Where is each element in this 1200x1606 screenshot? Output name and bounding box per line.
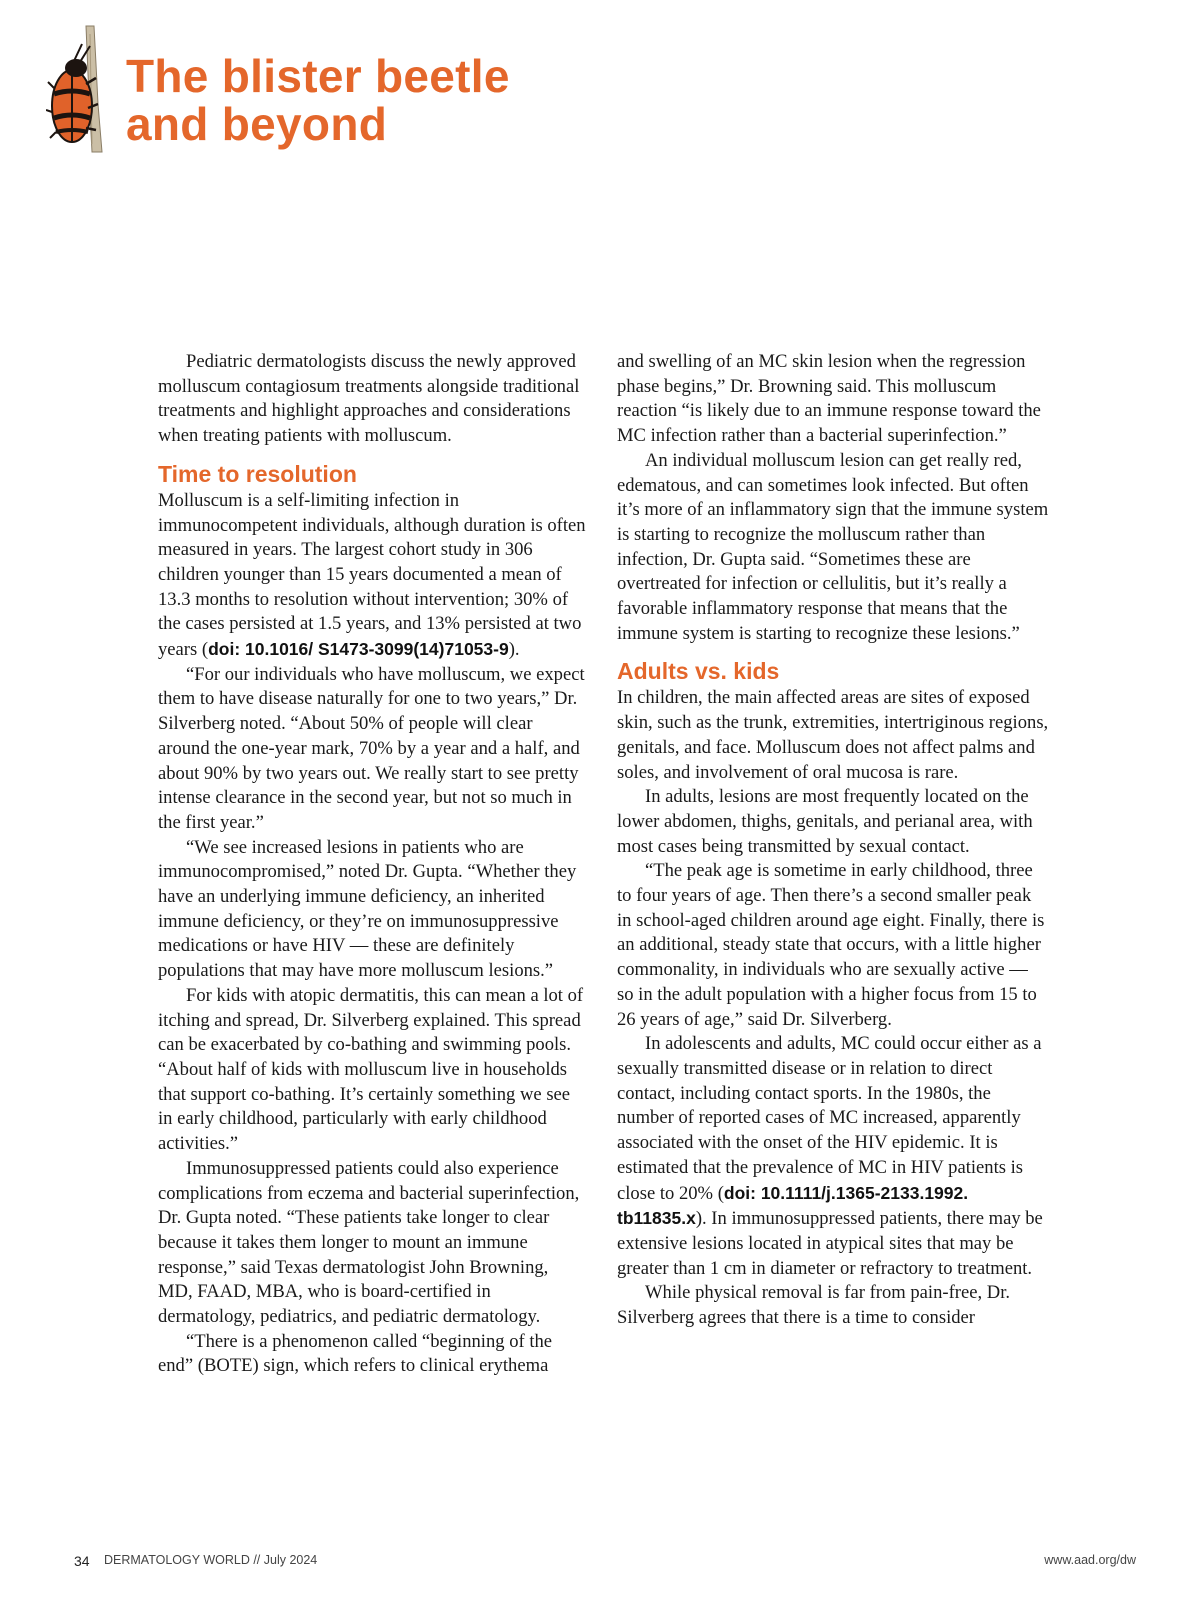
publication-info: DERMATOLOGY WORLD // July 2024	[104, 1553, 318, 1567]
paragraph-text: Molluscum is a self-limiting infection in immunocompetent individuals, although duration is often measured in years. The largest cohort study in 306 children younger than 15 years documented a mean of 13.3 months to resolution without intervention; 30% of the cases persisted at 1.5 years, and 13% persisted at two years (	[158, 489, 586, 661]
page-footer	[0, 1553, 1200, 1577]
body-paragraph: While physical removal is far from pain-free, Dr. Silverberg agrees that there is a time to consider	[617, 1282, 1011, 1329]
website-url: www.aad.org/dw	[1044, 1553, 1136, 1567]
body-paragraph: Immunosuppressed patients could also experience complications from eczema and bacterial superinfection, Dr. Gupta noted. “These patients take longer to clear because it takes them longer to mount an immune response,” said Texas dermatologist John Browning, MD, FAAD, MBA, who is board-certified in dermatology, pediatrics, and pediatric dermatology.	[158, 1157, 580, 1328]
page-number: 34	[74, 1553, 90, 1569]
body-paragraph: In adults, lesions are most frequently located on the lower abdomen, thighs, genitals, and perianal area, with most cases being transmitted by sexual contact.	[617, 786, 1033, 857]
section-heading-adults-vs-kids: Adults vs. kids	[617, 658, 780, 685]
paragraph-text: ).	[508, 639, 520, 661]
blister-beetle-illustration	[46, 24, 114, 156]
body-paragraph	[158, 489, 586, 663]
body-paragraph: An individual molluscum lesion can get really red, edematous, and can sometimes look infected. But often it’s more of an inflammatory sign that the immune system is starting to recognize the molluscum rather than infection, Dr. Gupta said. “Sometimes these are overtreated for infection or cellulitis, but it’s really a favorable inflammatory response that means that the immune system is starting to recognize these lesions.”	[617, 449, 1049, 644]
headline-line-2: and beyond	[126, 98, 388, 150]
intro-paragraph: Pediatric dermatologists discuss the newly approved molluscum contagiosum treatments alongside traditional treatments and highlight approaches and considerations when treating patients with molluscum.	[158, 351, 580, 447]
section-heading-time-to-resolution: Time to resolution	[158, 460, 357, 487]
body-paragraph: In children, the main affected areas are sites of exposed skin, such as the trunk, extremities, intertriginous regions, genitals, and face. Molluscum does not affect palms and soles, and involvement of oral mucosa is rare.	[617, 687, 1049, 783]
doi-reference: doi: 10.1016/ S1473-3099(14)71053-9	[208, 639, 509, 660]
paragraph-text: ). In immunosuppressed patients, there may be extensive lesions located in atypical sites that may be greater than 1 cm in diameter or refractory to treatment.	[617, 1208, 1043, 1279]
body-paragraph: “We see increased lesions in patients who are immunocompromised,” noted Dr. Gupta. “Whether they have an underlying immune deficiency, an inherited immune deficiency, or they’re on immunosuppressive medications or have HIV — these are definitely populations that may have more molluscum lesions.”	[158, 836, 577, 982]
body-paragraph: and swelling of an MC skin lesion when the regression phase begins,” Dr. Browning said. This molluscum reaction “is likely due to an immune response toward the MC infection rather than a bacterial superinfection.”	[617, 351, 1041, 447]
article-headline	[126, 52, 510, 148]
doi-reference: doi: 10.1111/j.1365-2133.1992. tb11835.x	[617, 1182, 969, 1229]
body-paragraph: For kids with atopic dermatitis, this can mean a lot of itching and spread, Dr. Silverberg explained. This spread can be exacerbated by co-bathing and swimming pools. “About half of kids with molluscum live in households that support co-bathing. It’s certainly something we see in early childhood, particularly with early childhood activities.”	[158, 984, 584, 1155]
paragraph-text: In adolescents and adults, MC could occur either as a sexually transmitted disease or in relation to direct contact, including contact sports. In the 1980s, the number of reported cases of MC increased, apparently associated with the onset of the HIV epidemic. It is estimated that the prevalence of MC in HIV patients is close to 20% (	[617, 1033, 1042, 1204]
body-paragraph	[617, 1032, 1049, 1281]
body-paragraph: “There is a phenomenon called “beginning of the end” (BOTE) sign, which refers to clinical erythema	[158, 1330, 553, 1377]
body-paragraph: “For our individuals who have molluscum, we expect them to have disease naturally for one to two years,” Dr. Silverberg noted. “About 50% of people will clear around the one-year mark, 70% by a year and a half, and about 90% by two years out. We really start to see pretty intense clearance in the second year, but not so much in the first year.”	[158, 663, 585, 833]
left-column	[158, 350, 586, 1379]
body-paragraph: “The peak age is sometime in early childhood, three to four years of age. Then there’s a second smaller peak in school-aged children around age eight. Finally, there is an additional, steady state that occurs, with a little higher commonality, in individuals who are sexually active — so in the adult population with a higher focus from 15 to 26 years of age,” said Dr. Silverberg.	[617, 860, 1045, 1030]
headline-line-1: The blister beetle	[126, 50, 510, 102]
right-column	[617, 350, 1049, 1331]
